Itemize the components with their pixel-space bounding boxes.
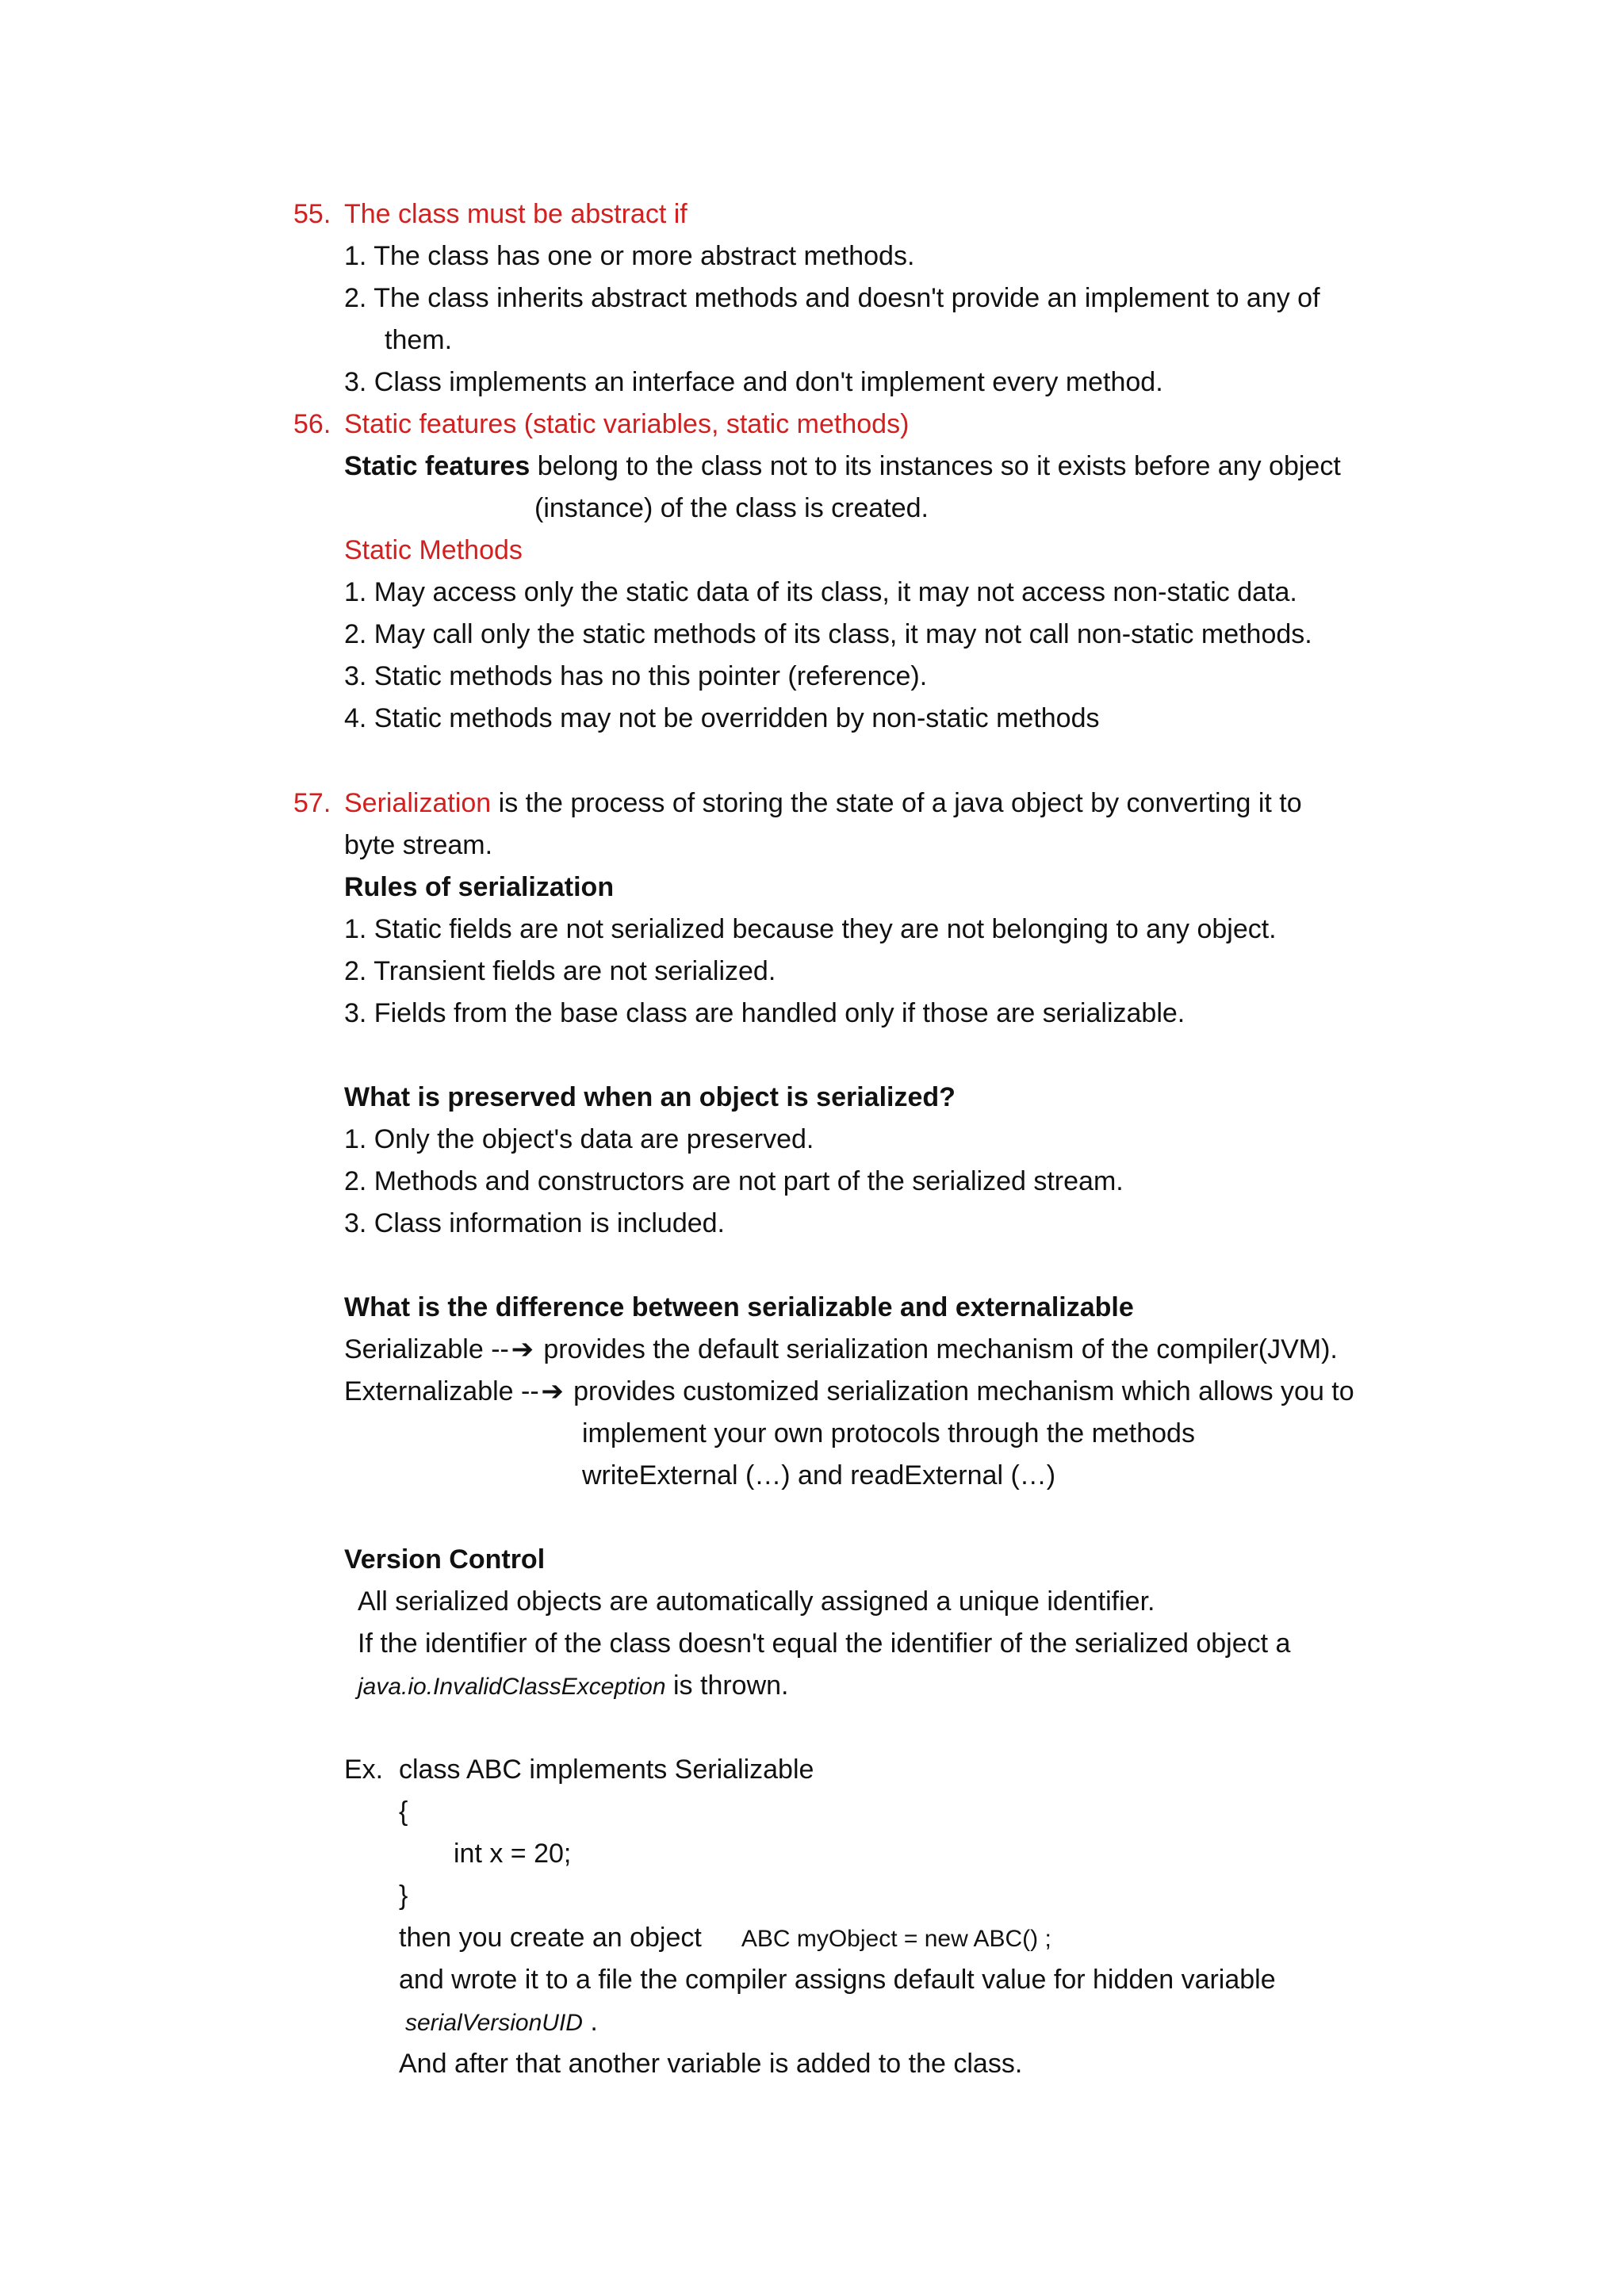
externalizable-line3: writeExternal (…) and readExternal (…) — [582, 1460, 1056, 1490]
q56-item-4: 4. Static methods may not be overridden by non-static methods — [344, 703, 1100, 733]
q56-intro — [344, 450, 1341, 482]
q56-title: Static features (static variables, static methods) — [344, 409, 910, 439]
example-after-line: And after that another variable is added to the class. — [399, 2049, 1023, 2079]
example-close-brace: } — [399, 1881, 408, 1911]
q56-subheading: Static Methods — [344, 535, 523, 565]
preserved-heading: What is preserved when an object is serialized? — [344, 1082, 956, 1112]
q55-number: 55. — [293, 199, 331, 229]
serial-version-uid: serialVersionUID — [405, 2010, 583, 2036]
q56-item-2: 2. May call only the static methods of its class, it may not call non-static methods. — [344, 619, 1312, 649]
arrow-right-icon: ➔ — [511, 1334, 534, 1364]
q56-item-3: 3. Static methods has no this pointer (reference). — [344, 661, 928, 691]
q55-item-2-continued: them. — [385, 325, 453, 355]
q56-intro-line2: (instance) of the class is created. — [534, 493, 929, 523]
q56-intro-bold: Static features — [344, 451, 530, 481]
q55-item-2: 2. The class inherits abstract methods and doesn't provide an implement to any of — [344, 283, 1320, 313]
exception-rest: is thrown. — [665, 1670, 789, 1701]
q55-title: The class must be abstract if — [344, 199, 688, 229]
example-uid-line — [405, 2006, 598, 2039]
example-class-declaration: class ABC implements Serializable — [399, 1755, 814, 1785]
externalizable-line2: implement your own protocols through the methods — [582, 1418, 1195, 1448]
diff-heading: What is the difference between serializable and externalizable — [344, 1292, 1134, 1322]
arrow-right-icon: ➔ — [541, 1376, 564, 1406]
preserved-2: 2. Methods and constructors are not part of the serialized stream. — [344, 1166, 1124, 1196]
example-label: Ex. — [344, 1755, 384, 1785]
q57-definition — [344, 787, 1302, 819]
version-line-2: If the identifier of the class doesn't equal the identifier of the serialized object a — [358, 1628, 1291, 1659]
q55-item-3: 3. Class implements an interface and don't implement every method. — [344, 367, 1163, 397]
example-wrote-line: and wrote it to a file the compiler assigns default value for hidden variable — [399, 1965, 1276, 1995]
preserved-1: 1. Only the object's data are preserved. — [344, 1124, 814, 1154]
q55-item-1: 1. The class has one or more abstract methods. — [344, 241, 915, 271]
externalizable-line — [344, 1376, 1354, 1407]
rule-3: 3. Fields from the base class are handled only if those are serializable. — [344, 998, 1185, 1028]
rule-2: 2. Transient fields are not serialized. — [344, 956, 776, 986]
exception-name: java.io.InvalidClassException — [358, 1674, 666, 1700]
example-create-text: then you create an object — [399, 1923, 702, 1953]
serializable-line — [344, 1334, 1338, 1365]
example-field: int x = 20; — [454, 1839, 572, 1869]
externalizable-text: provides customized serialization mechanism which allows you to — [573, 1376, 1354, 1406]
rule-1: 1. Static fields are not serialized because they are not belonging to any object. — [344, 914, 1277, 944]
preserved-3: 3. Class information is included. — [344, 1208, 726, 1238]
example-create-line — [399, 1922, 1051, 1955]
serializable-text: provides the default serialization mechanism of the compiler(JVM). — [543, 1334, 1338, 1364]
version-line-1: All serialized objects are automatically assigned a unique identifier. — [358, 1586, 1155, 1617]
q56-intro-rest: belong to the class not to its instances so it exists before any object — [530, 451, 1341, 481]
serializable-label: Serializable -- — [344, 1334, 509, 1364]
q57-definition-rest: is the process of storing the state of a java object by converting it to — [491, 788, 1302, 818]
externalizable-label: Externalizable -- — [344, 1376, 539, 1406]
example-create-code: ABC myObject = new ABC() ; — [741, 1926, 1051, 1952]
example-open-brace: { — [399, 1797, 408, 1827]
example-uid-rest: . — [582, 2007, 598, 2037]
q57-number: 57. — [293, 788, 331, 818]
q56-number: 56. — [293, 409, 331, 439]
q57-term: Serialization — [344, 788, 492, 818]
version-line-3 — [358, 1670, 789, 1703]
q56-item-1: 1. May access only the static data of its class, it may not access non-static data. — [344, 577, 1297, 607]
version-heading: Version Control — [344, 1544, 546, 1575]
q57-definition-line2: byte stream. — [344, 830, 493, 860]
rules-heading: Rules of serialization — [344, 872, 615, 902]
